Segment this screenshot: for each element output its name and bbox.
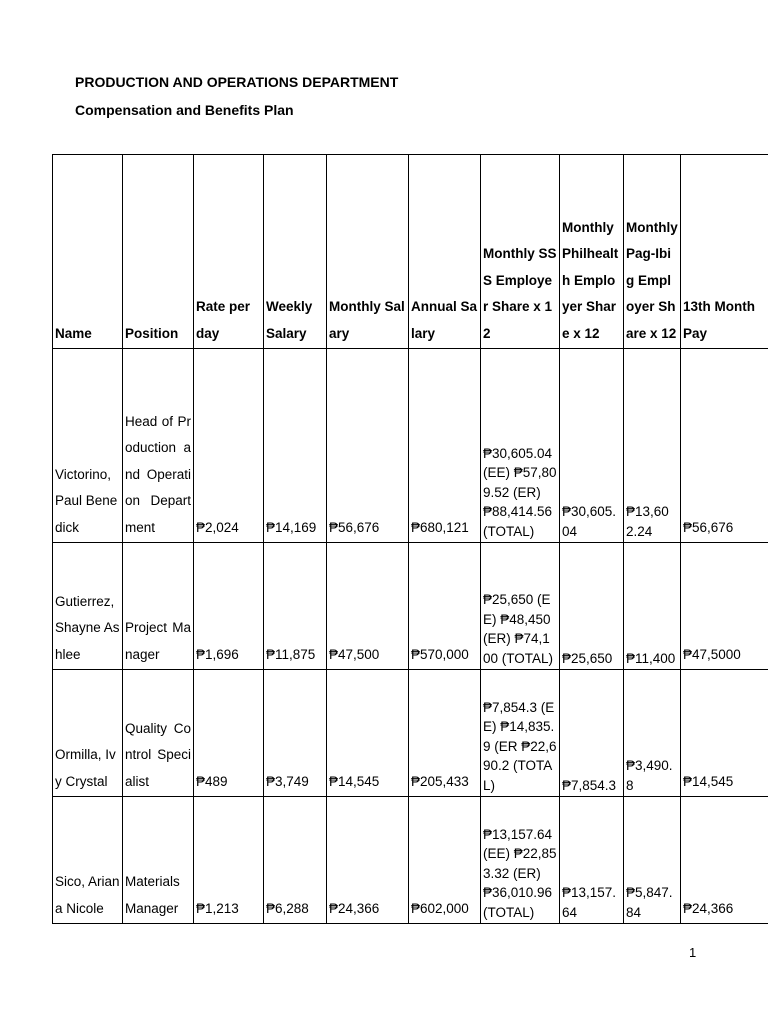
compensation-table bbox=[52, 154, 768, 924]
monthly-salary: ₱14,545 bbox=[327, 670, 409, 797]
sss-share: ₱7,854.3 (EE) ₱14,835.9 (ER ₱22,690.2 (TOTAL) bbox=[481, 670, 560, 797]
weekly-salary: ₱14,169 bbox=[264, 349, 327, 543]
pagibig-share: ₱11,400 bbox=[624, 543, 681, 670]
employee-name: Victorino, Paul Benedick bbox=[53, 349, 123, 543]
table-row bbox=[53, 797, 768, 924]
weekly-salary: ₱3,749 bbox=[264, 670, 327, 797]
table-header-row bbox=[53, 155, 768, 349]
employee-name: Ormilla, Ivy Crystal bbox=[53, 670, 123, 797]
rate-per-day: ₱1,696 bbox=[194, 543, 264, 670]
thirteenth-month-pay: ₱24,366 bbox=[681, 797, 768, 924]
monthly-salary: ₱24,366 bbox=[327, 797, 409, 924]
column-header: Weekly Salary bbox=[264, 155, 327, 349]
annual-salary: ₱205,433 bbox=[409, 670, 481, 797]
annual-salary: ₱680,121 bbox=[409, 349, 481, 543]
employee-position: Project Manager bbox=[123, 543, 194, 670]
philhealth-share: ₱13,157.64 bbox=[560, 797, 624, 924]
weekly-salary: ₱6,288 bbox=[264, 797, 327, 924]
employee-name: Gutierrez, Shayne Ashlee bbox=[53, 543, 123, 670]
monthly-salary: ₱56,676 bbox=[327, 349, 409, 543]
employee-position: Materials Manager bbox=[123, 797, 194, 924]
philhealth-share: ₱7,854.3 bbox=[560, 670, 624, 797]
rate-per-day: ₱489 bbox=[194, 670, 264, 797]
philhealth-share: ₱30,605.04 bbox=[560, 349, 624, 543]
sss-share: ₱25,650 (EE) ₱48,450 (ER) ₱74,100 (TOTAL) bbox=[481, 543, 560, 670]
weekly-salary: ₱11,875 bbox=[264, 543, 327, 670]
employee-position: Quality Control Specialist bbox=[123, 670, 194, 797]
pagibig-share: ₱5,847.84 bbox=[624, 797, 681, 924]
pagibig-share: ₱13,602.24 bbox=[624, 349, 681, 543]
employee-name: Sico, Ariana Nicole bbox=[53, 797, 123, 924]
column-header: Monthly Pag-Ibig Employer Share x 12 bbox=[624, 155, 681, 349]
monthly-salary: ₱47,500 bbox=[327, 543, 409, 670]
column-header: Annual Salary bbox=[409, 155, 481, 349]
annual-salary: ₱570,000 bbox=[409, 543, 481, 670]
thirteenth-month-pay: ₱14,545 bbox=[681, 670, 768, 797]
column-header: Position bbox=[123, 155, 194, 349]
table-row bbox=[53, 349, 768, 543]
column-header: 13th Month Pay bbox=[681, 155, 768, 349]
philhealth-share: ₱25,650 bbox=[560, 543, 624, 670]
rate-per-day: ₱1,213 bbox=[194, 797, 264, 924]
plan-subtitle: Compensation and Benefits Plan bbox=[75, 102, 294, 118]
employee-position: Head of Production and Operation Department bbox=[123, 349, 194, 543]
department-title: PRODUCTION AND OPERATIONS DEPARTMENT bbox=[75, 74, 399, 90]
rate-per-day: ₱2,024 bbox=[194, 349, 264, 543]
thirteenth-month-pay: ₱47,5000 bbox=[681, 543, 768, 670]
table-row bbox=[53, 543, 768, 670]
table-row bbox=[53, 670, 768, 797]
pagibig-share: ₱3,490.8 bbox=[624, 670, 681, 797]
sss-share: ₱13,157.64 (EE) ₱22,853.32 (ER) ₱36,010.96 (TOTAL) bbox=[481, 797, 560, 924]
sss-share: ₱30,605.04 (EE) ₱57,809.52 (ER) ₱88,414.56 (TOTAL) bbox=[481, 349, 560, 543]
column-header: Rate per day bbox=[194, 155, 264, 349]
column-header: Monthly Salary bbox=[327, 155, 409, 349]
column-header: Name bbox=[53, 155, 123, 349]
page-number: 1 bbox=[689, 945, 697, 960]
column-header: Monthly Philhealth Employer Share x 12 bbox=[560, 155, 624, 349]
annual-salary: ₱602,000 bbox=[409, 797, 481, 924]
thirteenth-month-pay: ₱56,676 bbox=[681, 349, 768, 543]
column-header: Monthly SSS Employer Share x 12 bbox=[481, 155, 560, 349]
